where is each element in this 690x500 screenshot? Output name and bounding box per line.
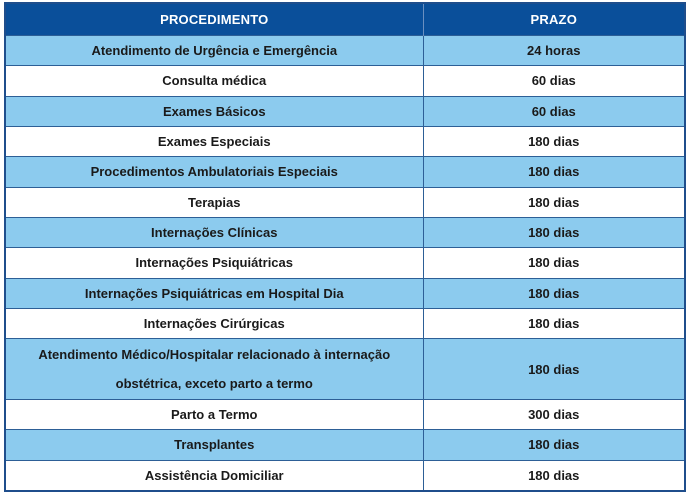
table-row: [6, 96, 684, 126]
cell-procedimento: Transplantes: [6, 430, 423, 460]
cell-prazo: 180 dias: [423, 126, 684, 156]
cell-procedimento: Internações Clínicas: [6, 217, 423, 247]
table-row: [6, 248, 684, 278]
cell-prazo: 180 dias: [423, 217, 684, 247]
cell-procedimento: Procedimentos Ambulatoriais Especiais: [6, 157, 423, 187]
cell-prazo: 180 dias: [423, 460, 684, 490]
cell-prazo: 180 dias: [423, 248, 684, 278]
cell-procedimento: Exames Básicos: [6, 96, 423, 126]
cell-procedimento: Exames Especiais: [6, 126, 423, 156]
cell-prazo: 180 dias: [423, 187, 684, 217]
table-row: [6, 430, 684, 460]
header-procedimento: PROCEDIMENTO: [6, 4, 423, 36]
cell-prazo: 180 dias: [423, 157, 684, 187]
table-row: [6, 36, 684, 66]
table-row: [6, 278, 684, 308]
cell-prazo: 24 horas: [423, 36, 684, 66]
table-row: [6, 460, 684, 490]
cell-prazo: 60 dias: [423, 66, 684, 96]
cell-prazo: 180 dias: [423, 339, 684, 400]
header-row: [6, 4, 684, 36]
table-row: [6, 217, 684, 247]
table-row: [6, 126, 684, 156]
table-row: [6, 339, 684, 400]
table-body: [6, 36, 684, 491]
cell-procedimento: Internações Psiquiátricas em Hospital Dia: [6, 278, 423, 308]
cell-prazo: 180 dias: [423, 278, 684, 308]
cell-procedimento: Consulta médica: [6, 66, 423, 96]
header-prazo: PRAZO: [423, 4, 684, 36]
cell-prazo: 180 dias: [423, 308, 684, 338]
table-row: [6, 308, 684, 338]
table-row: [6, 187, 684, 217]
cell-prazo: 300 dias: [423, 399, 684, 429]
cell-prazo: 180 dias: [423, 430, 684, 460]
cell-procedimento: Assistência Domiciliar: [6, 460, 423, 490]
cell-procedimento: Internações Cirúrgicas: [6, 308, 423, 338]
cell-procedimento: Atendimento de Urgência e Emergência: [6, 36, 423, 66]
cell-procedimento: Atendimento Médico/Hospitalar relacionado à internação obstétrica, exceto parto a termo: [6, 339, 423, 400]
table-row: [6, 399, 684, 429]
prazos-table-container: [4, 2, 686, 492]
cell-procedimento: Parto a Termo: [6, 399, 423, 429]
cell-prazo: 60 dias: [423, 96, 684, 126]
table-header: [6, 4, 684, 36]
cell-procedimento: Internações Psiquiátricas: [6, 248, 423, 278]
table-row: [6, 66, 684, 96]
table-row: [6, 157, 684, 187]
prazos-table: [6, 4, 684, 490]
cell-procedimento: Terapias: [6, 187, 423, 217]
